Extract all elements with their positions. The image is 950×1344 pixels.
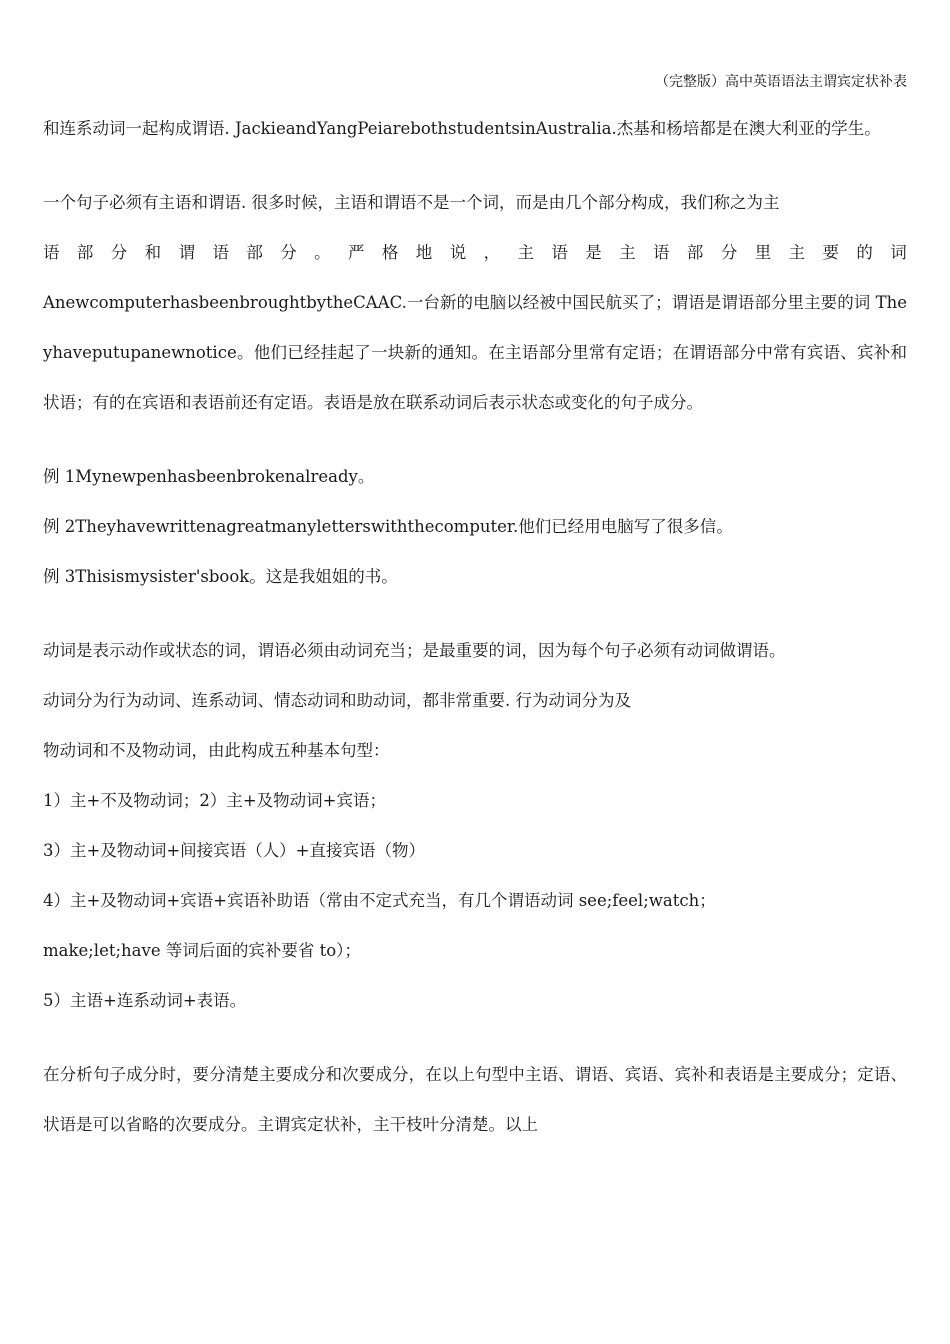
spread-char: 格 [381,243,399,262]
spread-char: ， [483,243,501,262]
paragraph-subject-predicate [43,178,907,428]
spread-char: 分 [280,243,297,262]
spread-char: 部 [686,243,704,262]
spread-char: 分 [720,243,738,262]
spread-char: 语 [653,243,670,262]
spread-char: 说 [449,243,467,262]
spread-char: 词 [890,243,907,262]
example-3: 例 3Thisismysister'sbook。这是我姐姐的书。 [43,567,398,586]
sentence-pattern-4: 4）主+及物动词+宾语+宾语补助语（常由不定式充当，有几个谓语动词 see;feel;watch； [43,891,716,910]
spread-char: 部 [246,243,263,262]
page-header-title: （完整版）高中英语语法主谓宾定状补表 [655,74,907,90]
document-body [43,104,907,1150]
sentence-pattern-3: 3）主+及物动词+间接宾语（人）+直接宾语（物） [43,841,425,860]
spread-char: 是 [585,243,602,262]
spread-char: 的 [856,243,873,262]
spread-char: 语 [551,243,568,262]
sentence-pattern-4-cont: make;let;have 等词后面的宾补要省 to）； [43,941,361,960]
spread-char: 部 [76,243,94,262]
example-1: 例 1Mynewpenhasbeenbrokenalready。 [43,467,375,486]
paragraph-line: AnewcomputerhasbeenbroughtbytheCAAC.一台新的电脑以经被中国民航买了；谓语是谓语部分里主要的词 Theyhaveputupanewnotice。他们已经挂起了一块新的通知。在主语部分里常有定语；在谓语部分中常有宾语、宾补和状语；有的在宾语和表语前还有定语。表语是放在联系动词后表示状态或变化的句子成分。 [43,293,907,412]
spread-char: 主 [619,243,636,262]
paragraph-sentence-analysis: 在分析句子成分时，要分清楚主要成分和次要成分，在以上句型中主语、谓语、宾语、宾补和表语是主要成分；定语、状语是可以省略的次要成分。主谓宾定状补，主干枝叶分清楚。以上 [43,1065,907,1134]
spread-char: 分 [110,243,128,262]
paragraph-predicate-intro: 和连系动词一起构成谓语. JackieandYangPeiarebothstudentsinAustralia.杰基和杨培都是在澳大利亚的学生。 [43,119,881,138]
example-2: 例 2Theyhavewrittenagreatmanyletterswiththecomputer.他们已经用电脑写了很多信。 [43,517,733,536]
spread-char: 。 [314,243,331,262]
spread-char: 语 [43,243,60,262]
spread-char: 主 [788,243,806,262]
sentence-pattern-1-2: 1）主+不及物动词；2）主+及物动词+宾语； [43,791,386,810]
spread-char: 谓 [178,243,196,262]
paragraph-spread-line [43,228,907,278]
paragraph-verbs-line2: 动词分为行为动词、连系动词、情态动词和助动词，都非常重要. 行为动词分为及 [43,691,631,710]
spread-char: 和 [144,243,162,262]
paragraph-line: 一个句子必须有主语和谓语. 很多时候，主语和谓语不是一个词，而是由几个部分构成，我们称之为主 [43,193,780,212]
spread-char: 主 [517,243,534,262]
paragraph-verbs-line1: 动词是表示动作或状态的词，谓语必须由动词充当；是最重要的词，因为每个句子必须有动词做谓语。 [43,641,786,660]
paragraph-verbs-line3: 物动词和不及物动词，由此构成五种基本句型： [43,741,390,760]
spread-char: 里 [754,243,772,262]
sentence-pattern-5: 5）主语+连系动词+表语。 [43,991,247,1010]
spread-char: 语 [212,243,229,262]
spread-char: 地 [415,243,433,262]
spread-char: 要 [822,243,839,262]
spread-char: 严 [348,243,365,262]
